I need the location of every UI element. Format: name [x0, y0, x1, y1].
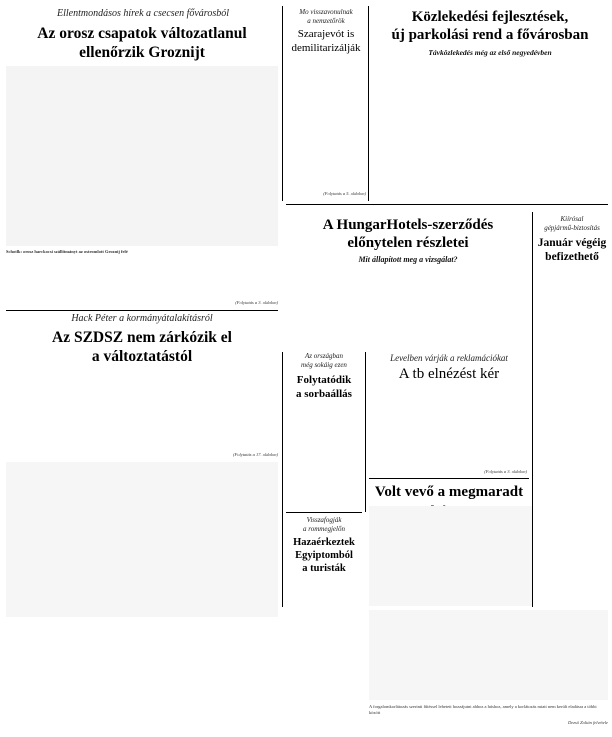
- article-8-headline: [286, 373, 362, 401]
- article-4-caption: Schotlk: orosz harckocsi szállítmányt az ostromlott Groznij felé: [6, 249, 128, 254]
- section-rule-left: [6, 310, 278, 311]
- photo-credit: Dezső Zoltán felvétele: [568, 720, 608, 725]
- bottom-photo-caption: A forgalomkorlátozás szerinti fűtéssel lehetett hozzájutni ahhoz a húshoz, amely a korlátozás miatt nem került eladásra a többi között: [369, 704, 597, 715]
- article-11-kicker: [286, 516, 362, 534]
- article-2-kicker-line-1: Mo visszavonulnak: [299, 8, 353, 16]
- article-2-kicker-line-2: a nemzetőrök: [307, 17, 345, 25]
- article-11-headline-line-1: Hazaérkeztek: [293, 537, 355, 548]
- article-2-body: [286, 60, 366, 190]
- article-5-body-col-3: [450, 268, 528, 348]
- article-2-headline-line-1: Szarajevót is: [297, 28, 355, 40]
- article-5-headline-line-2: előnytelen részletei: [347, 235, 469, 251]
- article-9-body-col-1: [369, 388, 445, 468]
- article-11-headline: [286, 536, 362, 575]
- article-1-headline: [6, 24, 278, 62]
- article-3-headline-line-2: új parkolási rend a fővárosban: [391, 27, 589, 43]
- article-8-kicker: [286, 352, 362, 370]
- article-7-body-col-3: [142, 370, 206, 458]
- section-rule-mid-left: [286, 512, 362, 513]
- article-2-headline: [286, 27, 366, 55]
- article-11-headline-line-2: Egyiptomból: [295, 550, 353, 561]
- article-9-body-col-2: [451, 388, 527, 468]
- article-8-kicker-line-1: Az országban: [305, 352, 343, 360]
- column-rule-5: [365, 352, 366, 512]
- article-7-headline: [6, 328, 278, 366]
- article-8-body: [286, 404, 362, 504]
- article-11-kicker-line-2: a rommegjelőn: [303, 525, 345, 533]
- article-7-kicker: Hack Péter a kormányátalakításról: [71, 313, 213, 324]
- article-6-body: [536, 268, 608, 603]
- article-11-kicker-line-1: Visszafogják: [306, 516, 342, 524]
- article-7-headline-line-1: Az SZDSZ nem zárkózik el: [52, 329, 232, 346]
- section-rule-mid: [369, 478, 529, 479]
- article-7-body-col-2: [74, 370, 138, 458]
- section-rule-top: [286, 204, 608, 205]
- article-3-headline: [372, 8, 608, 44]
- bottom-right-photo: [369, 506, 532, 606]
- article-4-body-col-3: [188, 258, 278, 302]
- bottom-left-photo: [6, 462, 278, 617]
- article-5-body-col-1: [286, 268, 362, 348]
- article-3-headline-line-1: Közlekedési fejlesztések,: [411, 9, 569, 25]
- article-2-signature: (Folytatás a 5. oldalon): [323, 191, 366, 196]
- article-6-headline-line-1: Január végéig: [537, 237, 607, 249]
- article-7-body-col-1: [6, 370, 70, 458]
- article-3-body-col-2: [452, 62, 526, 187]
- article-6-headline: [536, 236, 608, 264]
- column-rule-3: [532, 212, 533, 607]
- article-10-headline: Volt vevő a megmaradt: [374, 484, 524, 500]
- article-7-body-col-4: [210, 370, 278, 450]
- article-1-headline-line-1: Az orosz csapatok változatlanul: [37, 25, 247, 42]
- bottom-wide-photo: [369, 610, 608, 700]
- article-9-signature: (Folytatás a 3. oldalon): [484, 469, 527, 474]
- article-1-photo: [6, 66, 278, 246]
- article-9-headline: A tb elnézést kér: [398, 366, 500, 382]
- article-4-body-col-1: [6, 258, 92, 306]
- article-2-headline-line-2: demilitarizálják: [291, 42, 361, 54]
- column-rule-4: [282, 352, 283, 607]
- article-11-headline-line-3: a turisták: [302, 563, 346, 574]
- article-3-body-col-1: [372, 62, 446, 187]
- article-6-kicker-line-1: Kiírósal: [560, 215, 584, 223]
- article-3-body-col-3: [532, 62, 606, 187]
- article-8-headline-line-2: a sorbaállás: [296, 388, 352, 400]
- article-7-headline-line-2: a változtatástól: [91, 348, 193, 365]
- article-5-headline: [286, 216, 530, 252]
- article-4-body-col-2: [96, 258, 184, 306]
- article-5-headline-line-1: A HungarHotels-szerződés: [322, 217, 494, 233]
- article-6-kicker: [536, 215, 608, 233]
- column-rule-1: [282, 6, 283, 201]
- article-6-kicker-line-2: gépjármű-biztosítás: [544, 224, 600, 232]
- article-8-kicker-line-2: még sokáig ezen: [301, 361, 347, 369]
- article-8-headline-line-1: Folytatódik: [296, 374, 352, 386]
- article-1-headline-line-2: ellenőrzik Groznijt: [79, 44, 205, 61]
- article-6-headline-line-2: befizethető: [545, 251, 599, 263]
- article-5-body-col-2: [368, 268, 444, 348]
- article-7-signature: (Folytatás a 17. oldalon): [233, 452, 278, 457]
- article-9-kicker: Levelben várják a reklamációkat: [390, 353, 508, 363]
- article-11-body: [286, 578, 362, 698]
- article-5-subtitle: Mit állapított meg a vizsgálat?: [358, 255, 458, 264]
- article-2-kicker: [286, 8, 366, 26]
- article-4-signature: (Folytatás a 3. oldalon): [235, 300, 278, 305]
- article-1-kicker: Ellentmondásos hírek a csecsen fővárosból: [56, 8, 229, 19]
- column-rule-2: [368, 6, 369, 201]
- article-3-subtitle: Távközlekedés még az első negyedévben: [428, 48, 552, 57]
